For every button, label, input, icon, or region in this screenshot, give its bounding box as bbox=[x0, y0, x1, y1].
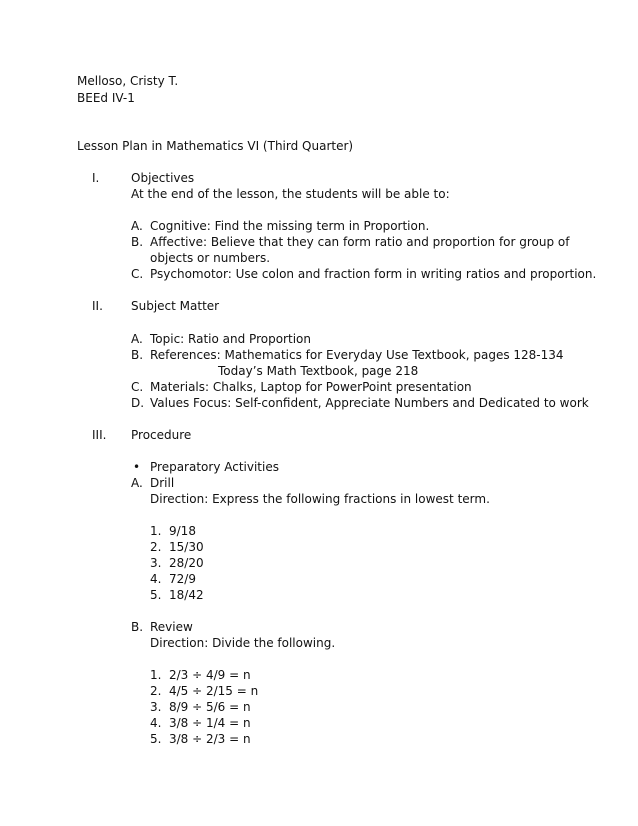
list-label: B. bbox=[131, 348, 144, 362]
list-number: 1. bbox=[150, 668, 162, 682]
review-direction: Direction: Divide the following. bbox=[150, 636, 336, 650]
objective-affective-continued: objects or numbers. bbox=[150, 251, 271, 265]
course-section: BEEd IV-1 bbox=[77, 91, 135, 105]
review-item: 3/8 ÷ 2/3 = n bbox=[169, 732, 251, 746]
list-number: 1. bbox=[150, 524, 162, 538]
drill-item: 9/18 bbox=[169, 524, 196, 538]
section-numeral-procedure: III. bbox=[92, 428, 107, 442]
page-title: Lesson Plan in Mathematics VI (Third Quarter) bbox=[77, 139, 354, 153]
drill-item: 28/20 bbox=[169, 556, 204, 570]
list-label: C. bbox=[131, 380, 144, 394]
section-numeral-objectives: I. bbox=[92, 171, 100, 185]
subject-topic: Topic: Ratio and Proportion bbox=[150, 332, 311, 346]
list-label: A. bbox=[131, 332, 143, 346]
drill-item: 15/30 bbox=[169, 540, 204, 554]
list-number: 5. bbox=[150, 732, 162, 746]
list-label: D. bbox=[131, 396, 145, 410]
subject-values-focus: Values Focus: Self-confident, Appreciate Numbers and Dedicated to work bbox=[150, 396, 589, 410]
drill-direction: Direction: Express the following fractions in lowest term. bbox=[150, 492, 490, 506]
review-item: 3/8 ÷ 1/4 = n bbox=[169, 716, 251, 730]
list-label: C. bbox=[131, 267, 144, 281]
author-name: Melloso, Cristy T. bbox=[77, 74, 179, 88]
subject-references: References: Mathematics for Everyday Use Textbook, pages 128-134 bbox=[150, 348, 564, 362]
subject-references-continued: Today’s Math Textbook, page 218 bbox=[218, 364, 419, 378]
objectives-intro: At the end of the lesson, the students will be able to: bbox=[131, 187, 450, 201]
bullet-icon: • bbox=[133, 460, 141, 474]
list-label: A. bbox=[131, 219, 143, 233]
list-number: 5. bbox=[150, 588, 162, 602]
list-number: 3. bbox=[150, 700, 162, 714]
list-number: 4. bbox=[150, 716, 162, 730]
subject-materials: Materials: Chalks, Laptop for PowerPoint presentation bbox=[150, 380, 472, 394]
list-number: 2. bbox=[150, 684, 162, 698]
review-item: 2/3 ÷ 4/9 = n bbox=[169, 668, 251, 682]
objective-affective: Affective: Believe that they can form ratio and proportion for group of bbox=[150, 235, 570, 249]
list-label: B. bbox=[131, 620, 144, 634]
section-heading-procedure: Procedure bbox=[131, 428, 192, 442]
review-item: 8/9 ÷ 5/6 = n bbox=[169, 700, 251, 714]
section-heading-subject-matter: Subject Matter bbox=[131, 299, 220, 313]
objective-cognitive: Cognitive: Find the missing term in Proportion. bbox=[150, 219, 430, 233]
list-number: 4. bbox=[150, 572, 162, 586]
review-title: Review bbox=[150, 620, 193, 634]
section-numeral-subject-matter: II. bbox=[92, 299, 103, 313]
drill-title: Drill bbox=[150, 476, 175, 490]
drill-item: 18/42 bbox=[169, 588, 204, 602]
preparatory-activities: Preparatory Activities bbox=[150, 460, 279, 474]
list-label: B. bbox=[131, 235, 144, 249]
list-label: A. bbox=[131, 476, 143, 490]
section-heading-objectives: Objectives bbox=[131, 171, 195, 185]
review-item: 4/5 ÷ 2/15 = n bbox=[169, 684, 259, 698]
drill-item: 72/9 bbox=[169, 572, 196, 586]
list-number: 2. bbox=[150, 540, 162, 554]
objective-psychomotor: Psychomotor: Use colon and fraction form in writing ratios and proportion. bbox=[150, 267, 597, 281]
list-number: 3. bbox=[150, 556, 162, 570]
